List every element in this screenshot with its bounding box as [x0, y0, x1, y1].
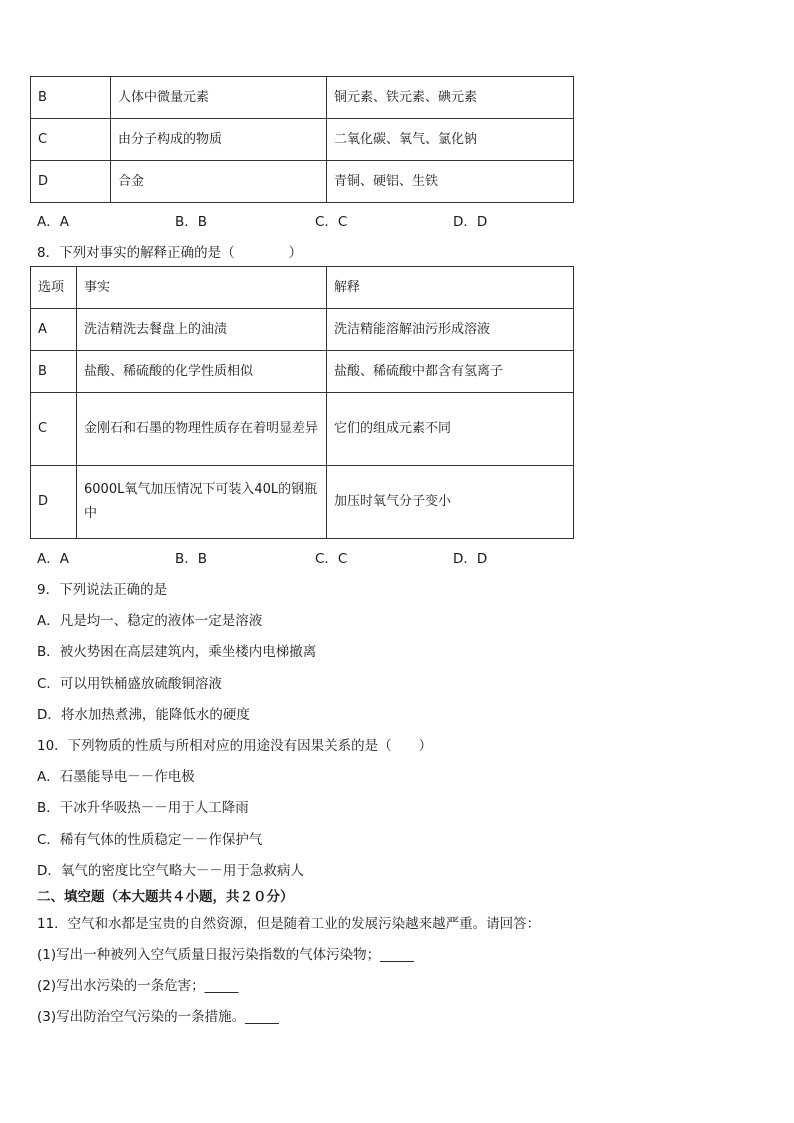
q8-stem: 8．下列对事实的解释正确的是（ ） [37, 245, 303, 261]
q11-part-3: (3)写出防治空气污染的一条措施。_____ [37, 1009, 279, 1025]
table-cell: 盐酸、稀硫酸中都含有氢离子 [327, 351, 574, 393]
q9-stem: 9．下列说法正确的是 [37, 582, 168, 598]
q10-option-d[interactable]: D．氧气的密度比空气略大－－用于急救病人 [37, 863, 304, 879]
option-c[interactable]: C．C [315, 214, 348, 230]
table-row [31, 119, 574, 161]
table-header-cell: 事实 [77, 267, 327, 309]
table-cell: 铜元素、铁元素、碘元素 [327, 77, 574, 119]
table-cell: 洗洁精能溶解油污形成溶液 [327, 309, 574, 351]
section-heading: 二、填空题（本大题共４小题，共２０分） [37, 889, 294, 905]
option-b[interactable]: B．B [175, 214, 208, 230]
q9-option-d[interactable]: D．将水加热煮沸，能降低水的硬度 [37, 707, 250, 723]
table-row [31, 393, 574, 466]
table-cell: 金刚石和石墨的物理性质存在着明显差异 [77, 393, 327, 466]
table-header-row [31, 267, 574, 309]
option-d[interactable]: D．D [453, 551, 488, 567]
table-header-cell: 解释 [327, 267, 574, 309]
table-cell: 洗洁精洗去餐盘上的油渍 [77, 309, 327, 351]
option-a[interactable]: A．A [37, 214, 69, 230]
option-d[interactable]: D．D [453, 214, 488, 230]
table-header-cell: 选项 [31, 267, 77, 309]
q10-option-b[interactable]: B．干冰升华吸热－－用于人工降雨 [37, 800, 249, 816]
table-cell: 青铜、硬铝、生铁 [327, 161, 574, 203]
q8-table [30, 266, 574, 539]
option-c[interactable]: C．C [315, 551, 348, 567]
table-row [31, 351, 574, 393]
option-b[interactable]: B．B [175, 551, 208, 567]
q9-option-a[interactable]: A．凡是均一、稳定的液体一定是溶液 [37, 613, 263, 629]
q11-stem: 11．空气和水都是宝贵的自然资源，但是随着工业的发展污染越来越严重。请回答： [37, 916, 541, 932]
q11-part-2: (2)写出水污染的一条危害；_____ [37, 978, 239, 994]
table-cell: A [31, 309, 77, 351]
table-cell: 人体中微量元素 [111, 77, 327, 119]
table-cell: 盐酸、稀硫酸的化学性质相似 [77, 351, 327, 393]
table-cell: 它们的组成元素不同 [327, 393, 574, 466]
q10-option-c[interactable]: C．稀有气体的性质稳定－－作保护气 [37, 832, 263, 848]
table-row [31, 309, 574, 351]
table-cell: C [31, 119, 111, 161]
table-cell: 二氧化碳、氧气、氯化钠 [327, 119, 574, 161]
q9-option-b[interactable]: B．被火势困在高层建筑内，乘坐楼内电梯撤离 [37, 644, 317, 660]
table-row [31, 466, 574, 539]
table-row [31, 161, 574, 203]
table-cell: 由分子构成的物质 [111, 119, 327, 161]
q10-option-a[interactable]: A．石墨能导电－－作电极 [37, 769, 195, 785]
table-cell: 合金 [111, 161, 327, 203]
table-cell: B [31, 351, 77, 393]
table-cell: 6000L氧气加压情况下可装入40L的钢瓶中 [77, 466, 327, 539]
q10-stem: 10．下列物质的性质与所相对应的用途没有因果关系的是（ ） [37, 738, 433, 754]
table-cell: B [31, 77, 111, 119]
table-row [31, 77, 574, 119]
table-cell: D [31, 161, 111, 203]
table-cell: C [31, 393, 77, 466]
q7-table [30, 76, 574, 203]
table-cell: D [31, 466, 77, 539]
q9-option-c[interactable]: C．可以用铁桶盛放硫酸铜溶液 [37, 676, 222, 692]
option-a[interactable]: A．A [37, 551, 69, 567]
q11-part-1: (1)写出一种被列入空气质量日报污染指数的气体污染物；_____ [37, 947, 414, 963]
table-cell: 加压时氧气分子变小 [327, 466, 574, 539]
